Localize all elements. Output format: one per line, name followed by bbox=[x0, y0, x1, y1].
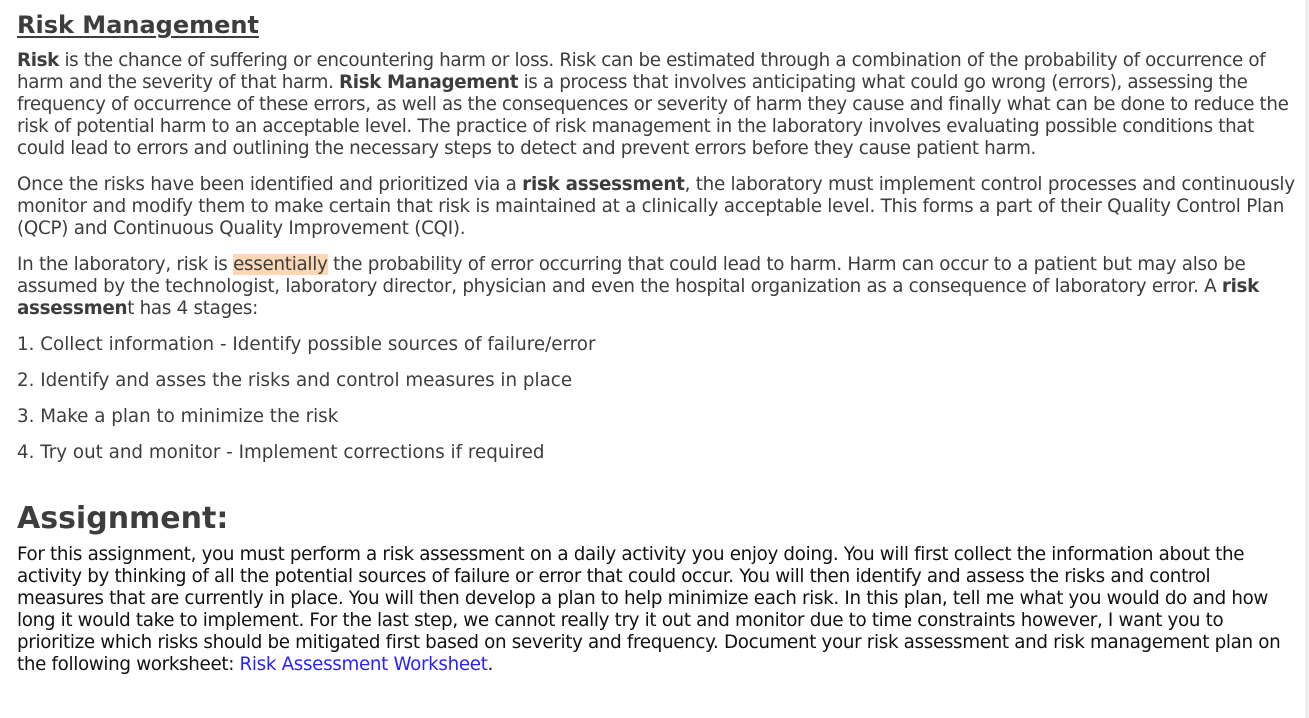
control-paragraph bbox=[17, 174, 1295, 240]
document-content bbox=[17, 8, 1295, 676]
laboratory-paragraph bbox=[17, 254, 1295, 320]
highlighted-word: essentially bbox=[233, 254, 328, 275]
para3-text-3: t has 4 stages: bbox=[127, 298, 258, 319]
term-risk-assessment: risk assessment bbox=[522, 174, 685, 195]
term-risk-assessment-2: risk assessmen bbox=[17, 276, 1260, 319]
assignment-end: . bbox=[487, 654, 494, 675]
term-risk: Risk bbox=[17, 50, 59, 71]
worksheet-link[interactable]: Risk Assessment Worksheet bbox=[239, 654, 488, 675]
assignment-heading: Assignment: bbox=[17, 501, 229, 536]
intro-text-2: is a process that involves anticipating what could go wrong (errors), assessing the frequency of occurrence of these errors, as well as the consequences or severity of harm they cause and finally what can be done to reduce the risk of potential harm to an acceptable level. The practice of risk management in the laboratory involves evaluating possible conditions that could lead to errors and outlining the necessary steps to detect and prevent errors before they cause patient harm. bbox=[17, 72, 1289, 159]
stage-item: 3. Make a plan to minimize the risk bbox=[17, 406, 339, 427]
scrollbar[interactable] bbox=[1305, 0, 1309, 718]
page-title: Risk Management bbox=[17, 11, 259, 39]
intro-paragraph bbox=[17, 50, 1295, 160]
stage-item: 1. Collect information - Identify possible sources of failure/error bbox=[17, 334, 596, 355]
assignment-paragraph bbox=[17, 544, 1295, 676]
spacer bbox=[17, 478, 1295, 500]
para2-text-1: Once the risks have been identified and prioritized via a bbox=[17, 174, 523, 195]
para2-text-2: , the laboratory must implement control processes and continuously monitor and modify them to make certain that risk is maintained at a clinically acceptable level. This forms a part of their Quality Control Plan (QCP) and Continuous Quality Improvement (CQI). bbox=[17, 174, 1295, 239]
stage-item: 4. Try out and monitor - Implement corrections if required bbox=[17, 442, 545, 463]
intro-text-1: is the chance of suffering or encountering harm or loss. Risk can be estimated through a combination of the probability of occurrence of harm and the severity of that harm. bbox=[17, 50, 1266, 93]
term-risk-management: Risk Management bbox=[339, 72, 519, 93]
assignment-text: For this assignment, you must perform a risk assessment on a daily activity you enjoy doing. You will first collect the information about the activity by thinking of all the potential sources of failure or error that could occur. You will then identify and assess the risks and control measures that are currently in place. You will then develop a plan to help minimize each risk. In this plan, tell me what you would do and how long it would take to implement. For the last step, we cannot really try it out and monitor due to time constraints however, I want you to prioritize which risks should be mitigated first based on severity and frequency. Document your risk assessment and risk management plan on the following worksheet: bbox=[17, 544, 1281, 675]
para3-text-1: In the laboratory, risk is bbox=[17, 254, 234, 275]
para3-text-2: the probability of error occurring that could lead to harm. Harm can occur to a patient but may also be assumed by the technologist, laboratory director, physician and even the hospital organization as a consequence of laboratory error. A bbox=[17, 254, 1246, 297]
stage-item: 2. Identify and asses the risks and control measures in place bbox=[17, 370, 573, 391]
